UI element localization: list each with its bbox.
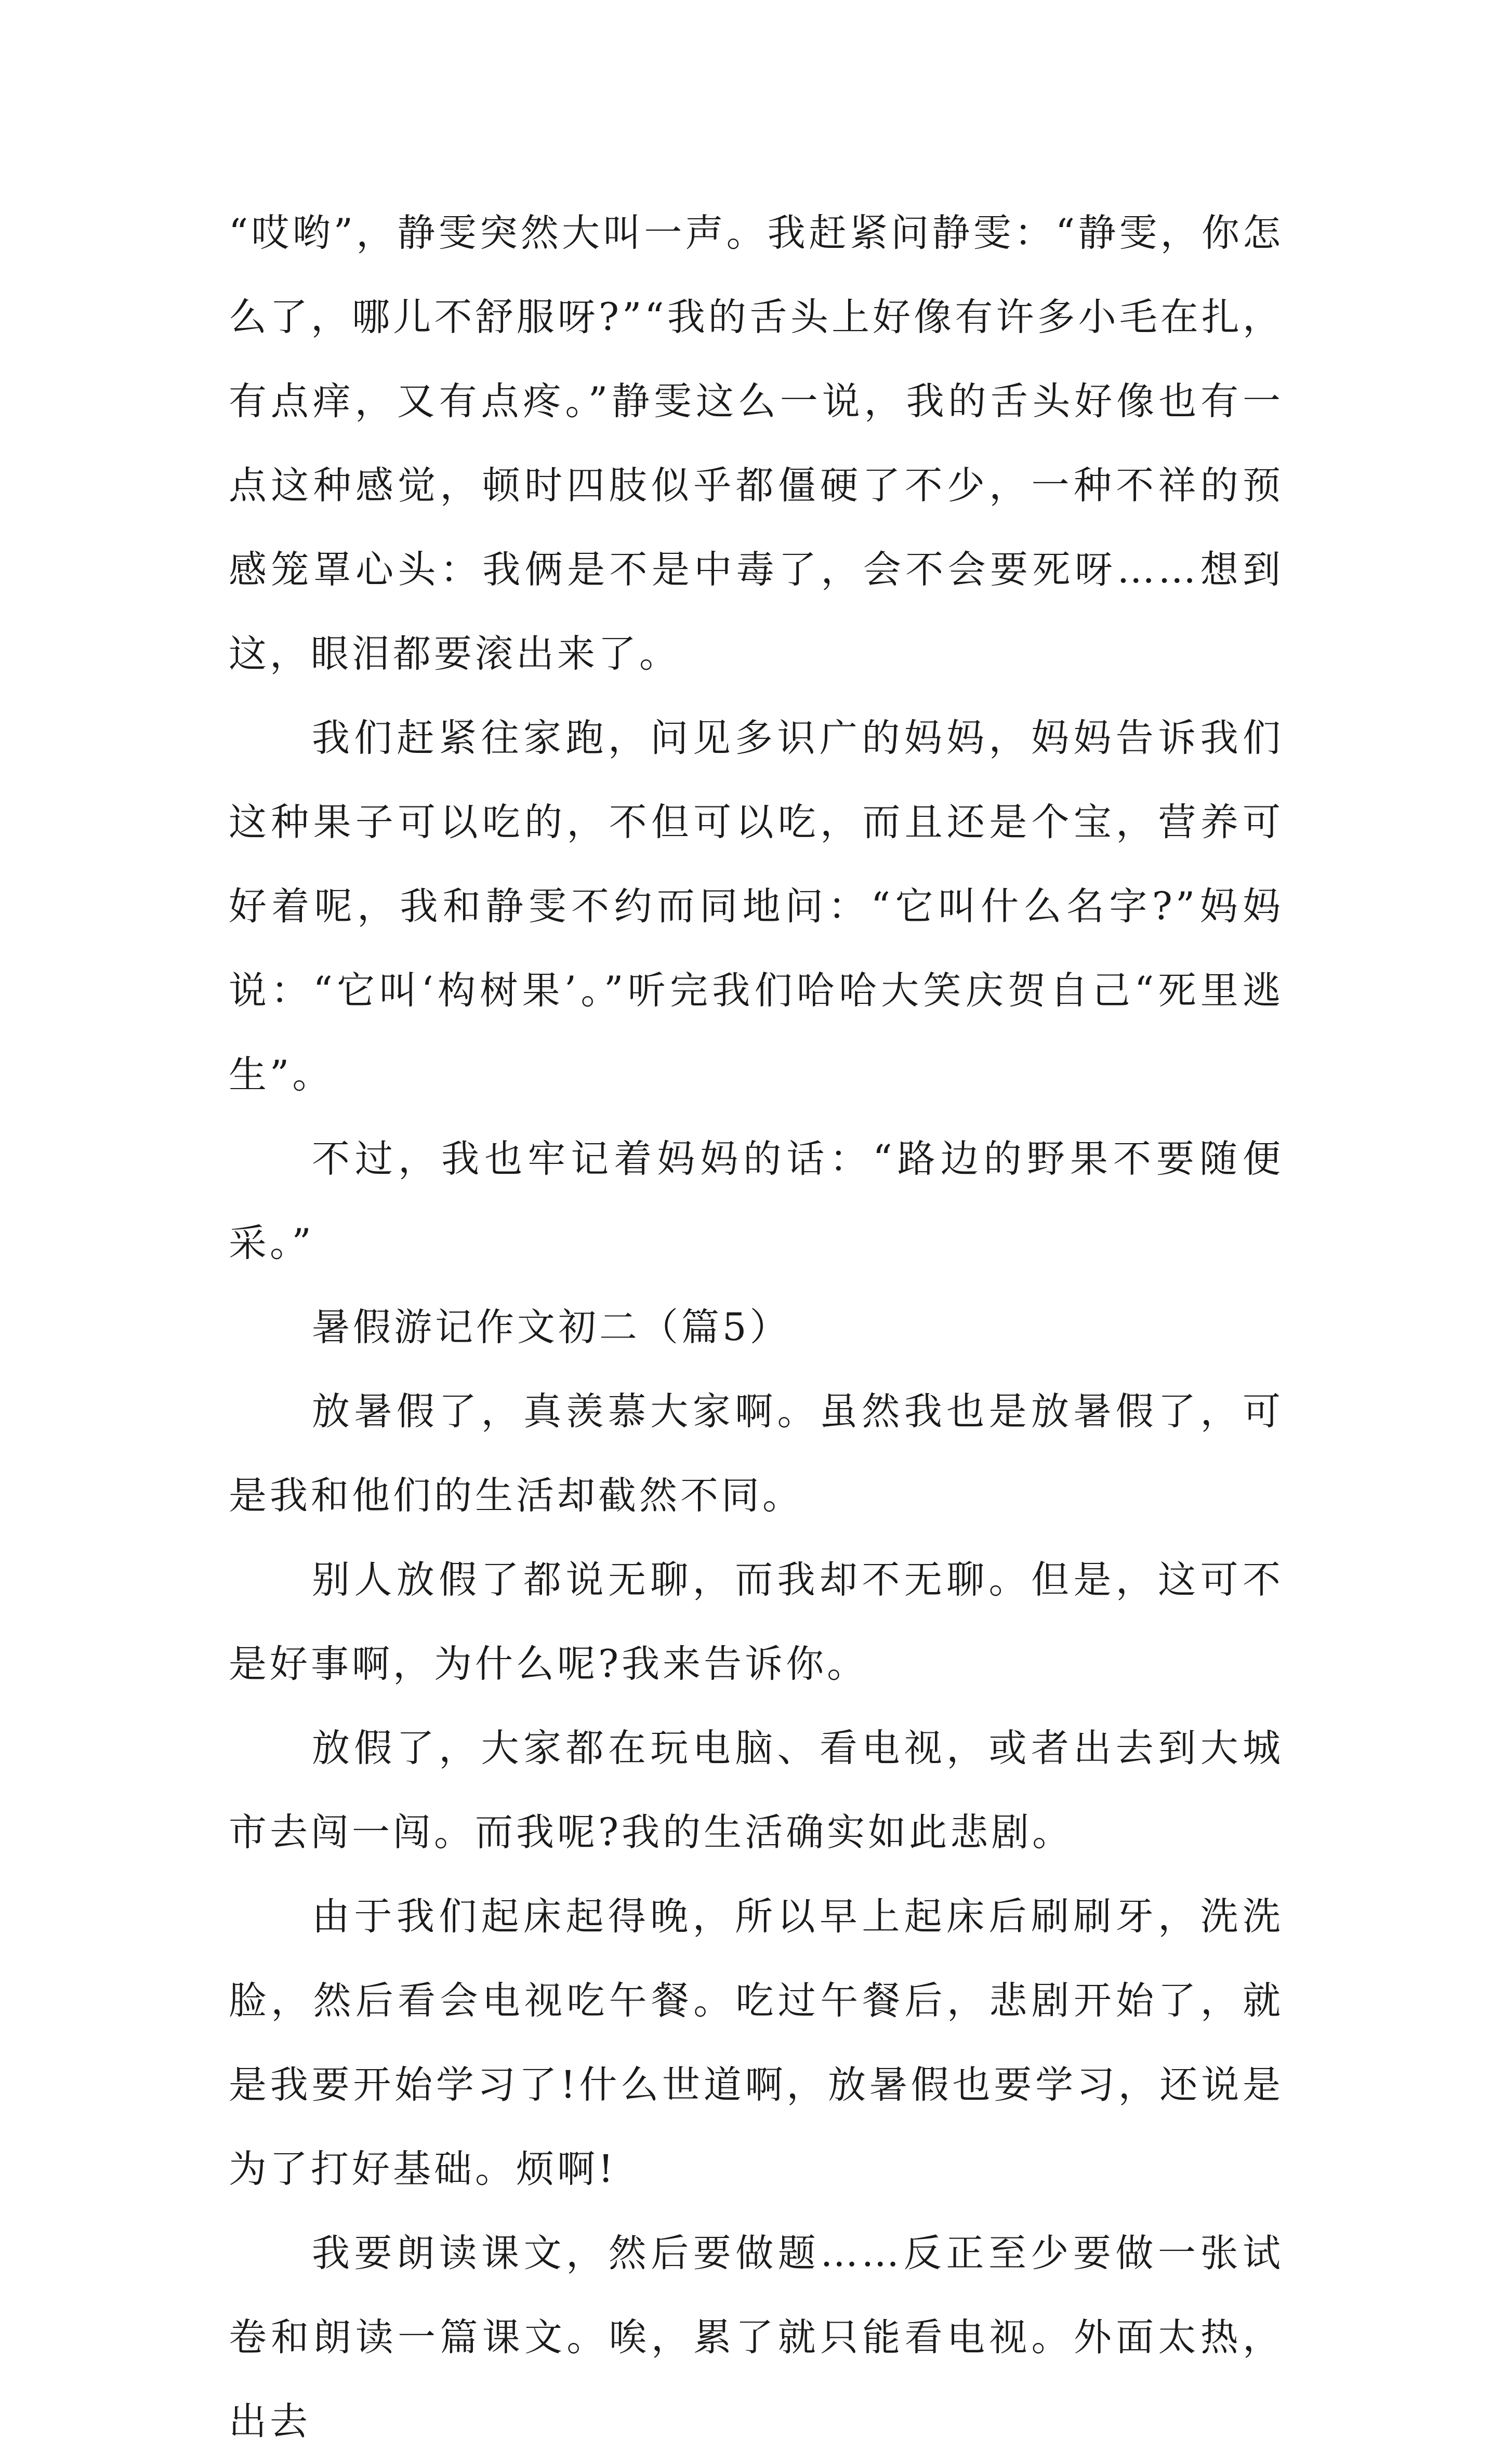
paragraph-1: “哎哟”，静雯突然大叫一声。我赶紧问静雯：“静雯，你怎么了，哪儿不舒服呀?”“我的舌头上好像有许多小毛在扎，有点痒，又有点疼。”静雯这么一说，我的舌头好像也有一点这种感觉，顿时四肢似乎都僵硬了不少，一种不祥的预感笼罩心头：我俩是不是中毒了，会不会要死呀……想到这，眼泪都要滚出来了。 (229, 211, 1284, 676)
paragraph-9: 我要朗读课文，然后要做题……反正至少要做一张试卷和朗读一篇课文。唉，累了就只能看电视。外面太热，出去 (229, 2231, 1284, 2444)
paragraph-8: 由于我们起床起得晚，所以早上起床后刷刷牙，洗洗脸，然后看会电视吃午餐。吃过午餐后，悲剧开始了，就是我要开始学习了!什么世道啊，放暑假也要学习，还说是为了打好基础。烦啊! (229, 1895, 1284, 2191)
paragraph-2: 我们赶紧往家跑，问见多识广的妈妈，妈妈告诉我们这种果子可以吃的，不但可以吃，而且还是个宝，营养可好着呢，我和静雯不约而同地问：“它叫什么名字?”妈妈说：“它叫‘构树果’。”听完我们哈哈大笑庆贺自己“死里逃生”。 (229, 716, 1284, 1097)
paragraph-3: 不过，我也牢记着妈妈的话：“路边的野果不要随便采。” (229, 1137, 1284, 1265)
document-body (229, 191, 1284, 2464)
paragraph-6: 别人放假了都说无聊，而我却不无聊。但是，这可不是好事啊，为什么呢?我来告诉你。 (229, 1558, 1284, 1686)
paragraph-5: 放暑假了，真羡慕大家啊。虽然我也是放暑假了，可是我和他们的生活却截然不同。 (229, 1389, 1284, 1518)
paragraph-7: 放假了，大家都在玩电脑、看电视，或者出去到大城市去闯一闯。而我呢?我的生活确实如此悲剧。 (229, 1726, 1284, 1854)
section-heading: 暑假游记作文初二（篇5） (312, 1305, 791, 1349)
